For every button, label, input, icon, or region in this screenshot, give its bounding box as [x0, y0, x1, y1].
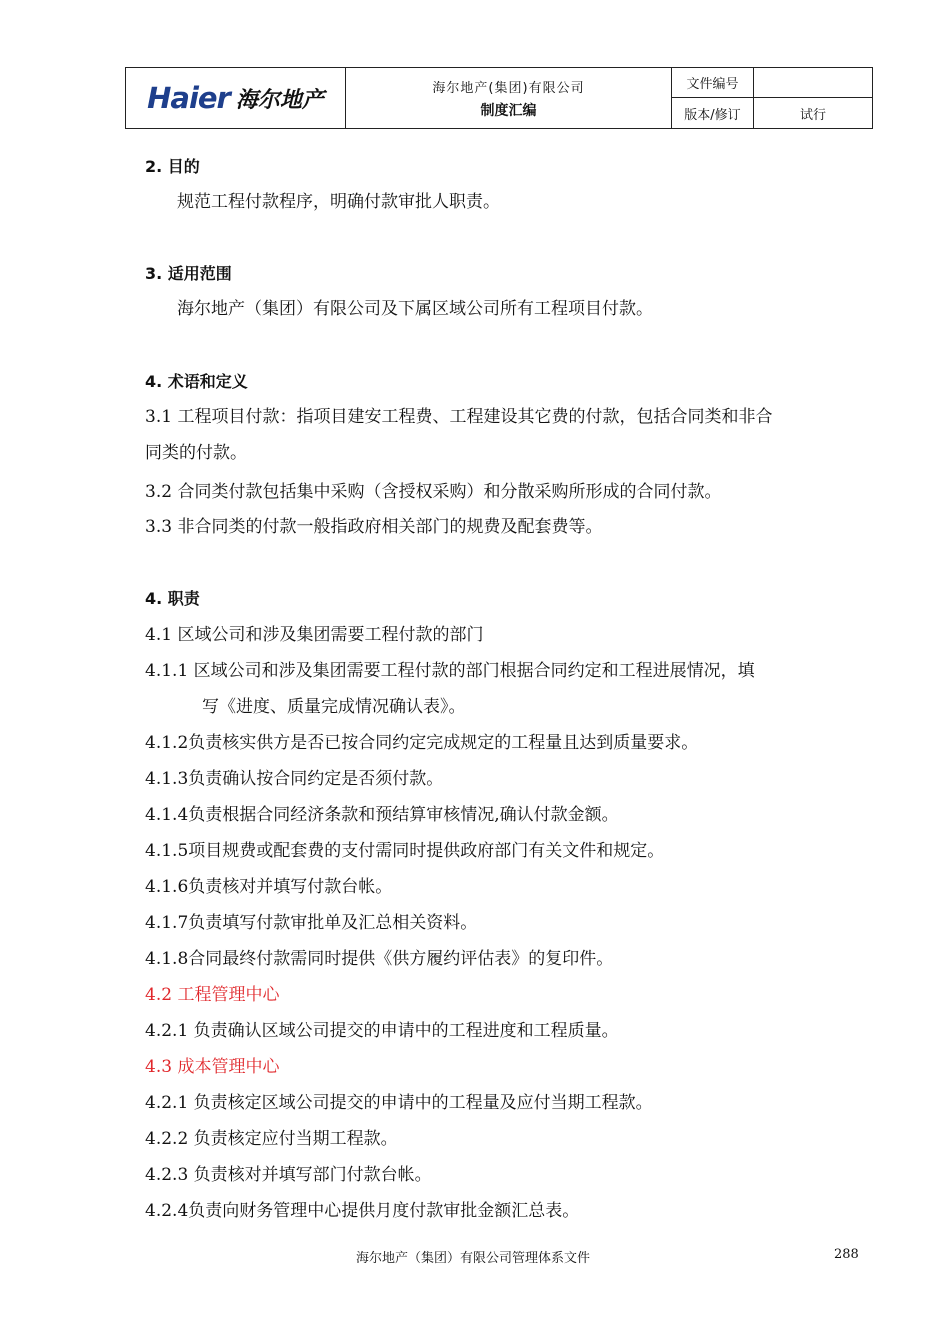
item-4-1-7: 4.1.7负责填写付款审批单及汇总相关资料。	[145, 913, 478, 933]
item-cost-4-2-4: 4.2.4负责向财务管理中心提供月度付款审批金额汇总表。	[145, 1201, 580, 1221]
item-4-1-6: 4.1.6负责核对并填写付款台帐。	[145, 877, 393, 897]
item-4-1-1-cont: 写《进度、质量完成情况确认表》。	[202, 697, 466, 717]
item-4-1: 4.1 区域公司和涉及集团需要工程付款的部门	[145, 625, 484, 645]
paragraph-3-3: 3.3 非合同类的付款一般指政府相关部门的规费及配套费等。	[145, 517, 603, 537]
item-4-1-2: 4.1.2负责核实供方是否已按合同约定完成规定的工程量且达到质量要求。	[145, 733, 699, 753]
paragraph-3-1-cont: 同类的付款。	[145, 443, 247, 463]
company-name: 海尔地产(集团)有限公司	[432, 80, 585, 96]
doc-number-value	[754, 68, 872, 98]
section-heading-scope: 3. 适用范围	[145, 264, 232, 283]
paragraph-3-2: 3.2 合同类付款包括集中采购（含授权采购）和分散采购所形成的合同付款。	[145, 482, 722, 502]
item-4-2-heading: 4.2 工程管理中心	[145, 985, 280, 1005]
item-4-1-4: 4.1.4负责根据合同经济条款和预结算审核情况,确认付款金额。	[145, 805, 619, 825]
paragraph-3-1: 3.1 工程项目付款：指项目建安工程费、工程建设其它费的付款，包括合同类和非合	[145, 407, 773, 427]
item-4-1-3: 4.1.3负责确认按合同约定是否须付款。	[145, 769, 444, 789]
version-value: 试行	[799, 107, 826, 123]
header-title-cell	[346, 68, 672, 128]
document-category: 制度汇编	[480, 102, 537, 119]
footer-text: 海尔地产（集团）有限公司管理体系文件	[356, 1251, 591, 1266]
section-body-purpose: 规范工程付款程序，明确付款审批人职责。	[177, 192, 500, 212]
section-heading-terms: 4. 术语和定义	[145, 372, 248, 391]
item-4-1-1: 4.1.1 区域公司和涉及集团需要工程付款的部门根据合同约定和工程进展情况，填	[145, 661, 755, 681]
doc-number-label: 文件编号	[672, 68, 754, 98]
logo	[126, 68, 346, 128]
version-label: 版本/修订	[672, 98, 754, 128]
section-body-scope: 海尔地产（集团）有限公司及下属区域公司所有工程项目付款。	[177, 299, 653, 319]
item-4-1-5: 4.1.5项目规费或配套费的支付需同时提供政府部门有关文件和规定。	[145, 841, 665, 861]
section-heading-purpose: 2. 目的	[145, 157, 200, 176]
section-heading-responsibilities: 4. 职责	[145, 589, 200, 608]
item-cost-4-2-3: 4.2.3 负责核对并填写部门付款台帐。	[145, 1165, 432, 1185]
item-4-3-heading: 4.3 成本管理中心	[145, 1057, 280, 1077]
logo-haier-text: Haier	[147, 81, 230, 115]
document-header-table	[125, 67, 873, 129]
page-number: 288	[834, 1247, 859, 1262]
item-cost-4-2-2: 4.2.2 负责核定应付当期工程款。	[145, 1129, 398, 1149]
logo-chinese-text: 海尔地产	[235, 87, 324, 113]
item-4-2-1: 4.2.1 负责确认区域公司提交的申请中的工程进度和工程质量。	[145, 1021, 619, 1041]
item-4-1-8: 4.1.8合同最终付款需同时提供《供方履约评估表》的复印件。	[145, 949, 614, 969]
item-cost-4-2-1: 4.2.1 负责核定区域公司提交的申请中的工程量及应付当期工程款。	[145, 1093, 653, 1113]
